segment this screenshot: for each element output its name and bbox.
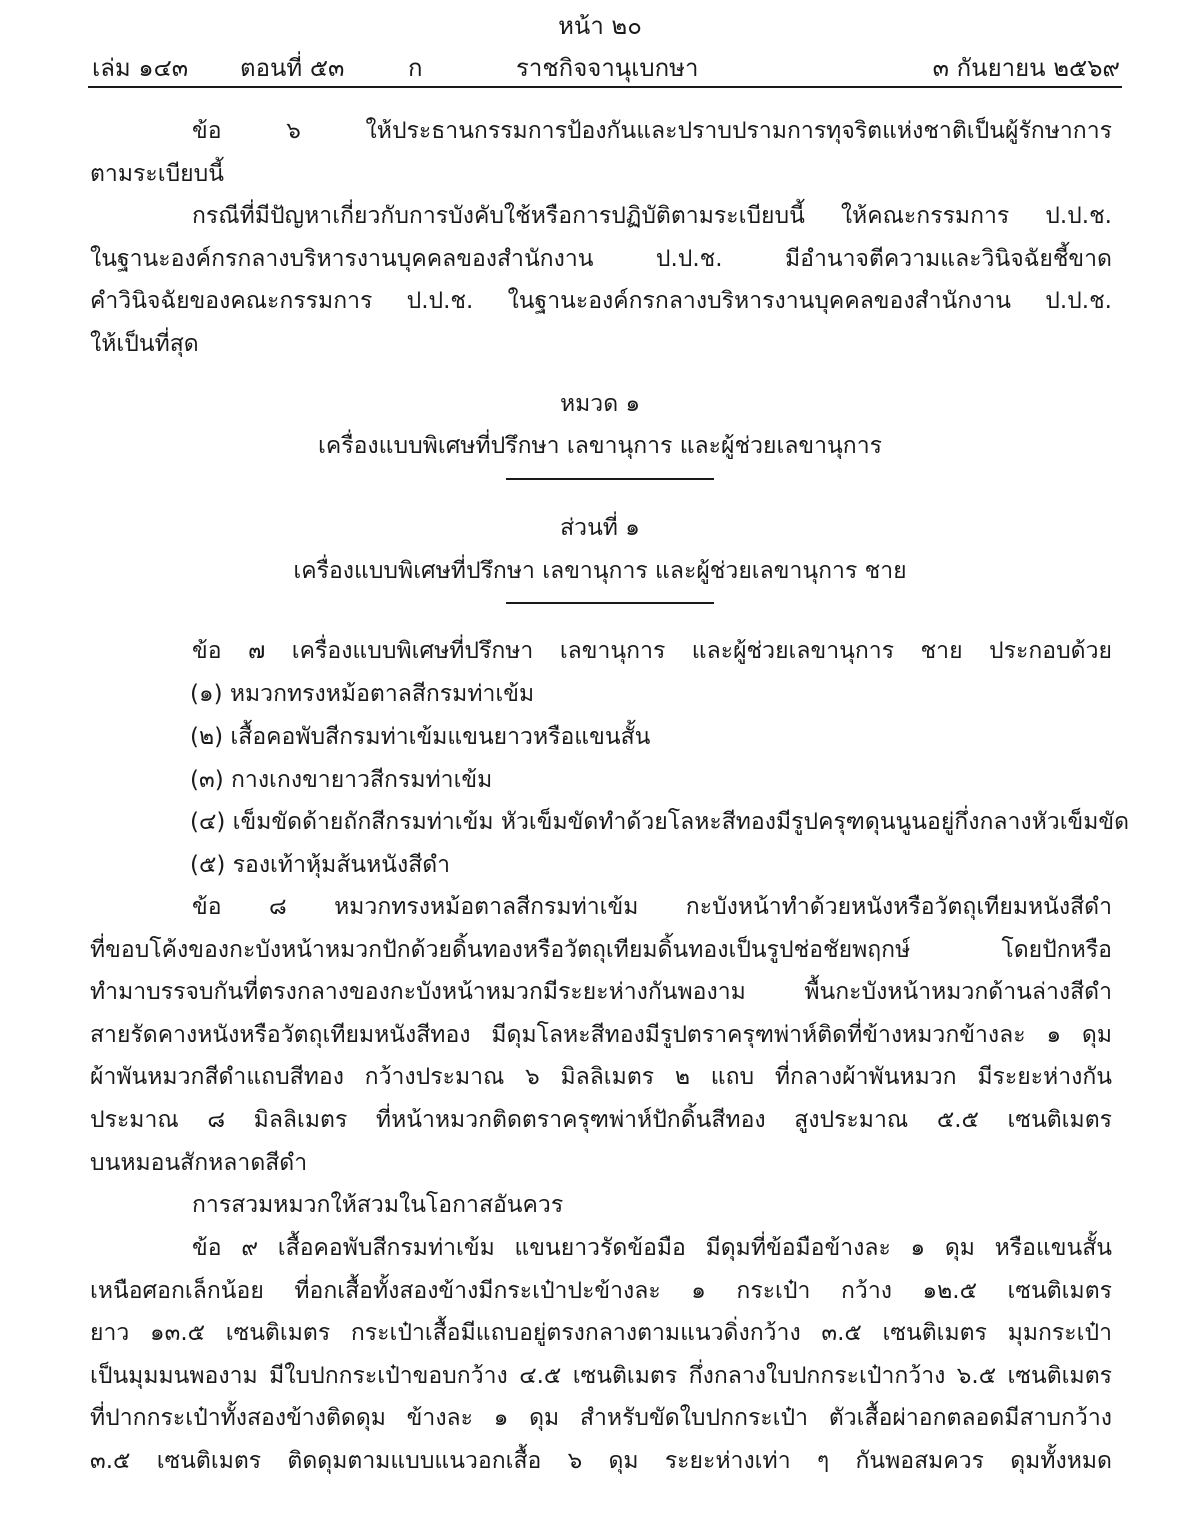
part-title: ส่วนที่ ๑ — [560, 515, 640, 541]
clause-6 — [90, 110, 1112, 366]
list-item: (๕) รองเท้าหุ้มส้นหนังสีดำ — [190, 852, 451, 878]
paragraph-line: คำวินิจฉัยของคณะกรรมการ ป.ป.ช. ในฐานะองค์กรกลางบริหารงานบุคคลของสำนักงาน ป.ป.ช. — [90, 288, 1112, 315]
paragraph-line: ให้เป็นที่สุด — [90, 330, 199, 357]
clause-8 — [90, 886, 1112, 1227]
paragraph-line: ประมาณ ๘ มิลลิเมตร ที่หน้าหมวกติดตราครุฑพ่าห์ปักดิ้นสีทอง สูงประมาณ ๕.๕ เซนติเมตร — [90, 1106, 1112, 1133]
paragraph-line: ข้อ ๖ ให้ประธานกรรมการป้องกันและปราบปรามการทุจริตแห่งชาติเป็นผู้รักษาการ — [192, 118, 1112, 144]
paragraph-line: ข้อ ๙ เสื้อคอพับสีกรมท่าเข้ม แขนยาวรัดข้อมือ มีดุมที่ข้อมือข้างละ ๑ ดุม หรือแขนสั้น — [192, 1235, 1112, 1261]
list-item: (๓) กางเกงขายาวสีกรมท่าเข้ม — [190, 767, 493, 793]
paragraph-line: เหนือศอกเล็กน้อย ที่อกเสื้อทั้งสองข้างมีกระเป๋าปะข้างละ ๑ กระเป๋า กว้าง ๑๒.๕ เซนติเมตร — [90, 1277, 1112, 1304]
list-item: (๔) เข็มขัดด้ายถักสีกรมท่าเข้ม หัวเข็มขัดทำด้วยโลหะสีทองมีรูปครุฑดุนนูนอยู่กึ่งกลางหัวเข็มขัด — [190, 809, 1130, 835]
list-item: (๑) หมวกทรงหม้อตาลสีกรมท่าเข้ม — [190, 681, 535, 707]
paragraph-line: การสวมหมวกให้สวมในโอกาสอันควร — [192, 1192, 564, 1219]
part-subtitle: เครื่องแบบพิเศษที่ปรึกษา เลขานุการ และผู้ช่วยเลขานุการ ชาย — [293, 558, 907, 584]
list-item: (๒) เสื้อคอพับสีกรมท่าเข้มแขนยาวหรือแขนสั้น — [190, 724, 651, 750]
paragraph-line: ที่ขอบโค้งของกะบังหน้าหมวกปักด้วยดิ้นทองหรือวัตถุเทียมดิ้นทองเป็นรูปช่อชัยพฤกษ์ โดยปักหรือ — [90, 936, 1112, 963]
paragraph-line: ข้อ ๘ หมวกทรงหม้อตาลสีกรมท่าเข้ม กะบังหน้าทำด้วยหนังหรือวัตถุเทียมหนังสีดำ — [192, 894, 1112, 920]
clause-7-intro — [90, 630, 1112, 673]
header-divider — [88, 86, 1122, 88]
page-number: หน้า ๒๐ — [558, 12, 642, 40]
part-divider — [506, 602, 714, 604]
clause-9 — [90, 1227, 1112, 1483]
paragraph-line: กรณีที่มีปัญหาเกี่ยวกับการบังคับใช้หรือการปฏิบัติตามระเบียบนี้ ให้คณะกรรมการ ป.ป.ช. — [192, 203, 1112, 230]
paragraph-line: ข้อ ๗ เครื่องแบบพิเศษที่ปรึกษา เลขานุการ และผู้ช่วยเลขานุการ ชาย ประกอบด้วย — [192, 638, 1112, 664]
volume-number: เล่ม ๑๔๓ — [92, 54, 189, 82]
paragraph-line: เป็นมุมมนพองาม มีใบปกกระเป๋าขอบกว้าง ๔.๕ เซนติเมตร กึ่งกลางใบปกกระเป๋ากว้าง ๖.๕ เซนติเมตร — [90, 1362, 1112, 1389]
paragraph-line: ๓.๕ เซนติเมตร ติดดุมตามแบบแนวอกเสื้อ ๖ ดุม ระยะห่างเท่า ๆ กันพอสมควร ดุมทั้งหมด — [90, 1447, 1112, 1474]
paragraph-line: ตามระเบียบนี้ — [90, 160, 224, 187]
section-letter: ก — [408, 54, 423, 82]
paragraph-line: บนหมอนสักหลาดสีดำ — [90, 1149, 308, 1176]
chapter-divider — [506, 478, 714, 480]
paragraph-line: ทำมาบรรจบกันที่ตรงกลางของกะบังหน้าหมวกมีระยะห่างกันพองาม พื้นกะบังหน้าหมวกด้านล่างสีดำ — [90, 979, 1112, 1006]
paragraph-line: ในฐานะองค์กรกลางบริหารงานบุคคลของสำนักงาน ป.ป.ช. มีอำนาจตีความและวินิจฉัยชี้ขาด — [90, 245, 1112, 272]
paragraph-line: ยาว ๑๓.๕ เซนติเมตร กระเป๋าเสื้อมีแถบอยู่ตรงกลางตามแนวดิ่งกว้าง ๓.๕ เซนติเมตร มุมกระเป๋า — [90, 1320, 1112, 1347]
paragraph-line: ที่ปากกระเป๋าทั้งสองข้างติดดุม ข้างละ ๑ ดุม สำหรับขัดใบปกกระเป๋า ตัวเสื้อผ่าอกตลอดมีสาบกว้าง — [90, 1405, 1112, 1432]
paragraph-line: สายรัดคางหนังหรือวัตถุเทียมหนังสีทอง มีดุมโลหะสีทองมีรูปตราครุฑพ่าห์ติดที่ข้างหมวกข้างละ ๑ ดุม — [90, 1021, 1112, 1048]
paragraph-line: ผ้าพันหมวกสีดำแถบสีทอง กว้างประมาณ ๖ มิลลิเมตร ๒ แถบ ที่กลางผ้าพันหมวก มีระยะห่างกัน — [90, 1064, 1112, 1091]
publication-name: ราชกิจจานุเบกษา — [516, 54, 699, 82]
publication-date: ๓ กันยายน ๒๕๖๙ — [932, 54, 1120, 82]
chapter-subtitle: เครื่องแบบพิเศษที่ปรึกษา เลขานุการ และผู้ช่วยเลขานุการ — [318, 433, 882, 459]
issue-number: ตอนที่ ๕๓ — [240, 54, 345, 82]
chapter-title: หมวด ๑ — [559, 391, 641, 417]
